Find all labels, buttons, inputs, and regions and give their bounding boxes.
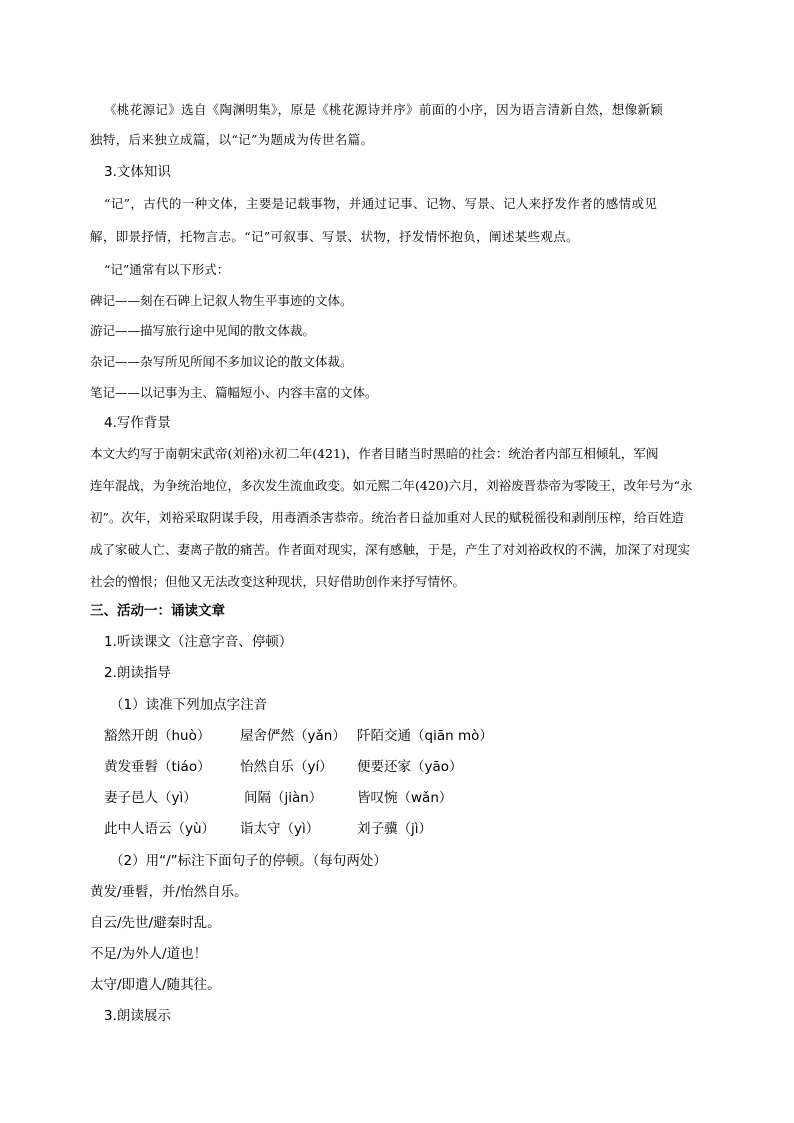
pinyin-cell: 豁然开朗（huò）: [104, 728, 211, 744]
pinyin-cell: 便要还家（yāo）: [357, 759, 463, 775]
background-line-4: 成了家破人亡、妻离子散的痛苦。作者面对现实，深有感触，于是，产生了对刘裕政权的不满，加深了对现实: [90, 542, 691, 557]
forms-intro: “记”通常有以下形式：: [104, 262, 230, 277]
activity-heading: 三、活动一：诵读文章: [90, 603, 225, 619]
pinyin-cell: 刘子骥（jì）: [357, 821, 433, 837]
pinyin-subheading: （1）读准下列加点字注音: [110, 697, 268, 713]
pinyin-cell: 妻子邑人（yì）: [104, 790, 197, 806]
form-item-travel: 游记——描写旅行途中见闻的散文体裁。: [90, 323, 316, 338]
pinyin-cell: 诣太守（yì）: [240, 821, 320, 837]
activity-item-3: 3.朗读展示: [104, 1008, 171, 1024]
section-4-heading: 4.写作背景: [104, 415, 171, 431]
pinyin-cell: 屋舍俨然（yǎn）: [240, 728, 346, 744]
background-line-3: 初”。次年，刘裕采取阴谋手段，用毒酒杀害恭帝。统治者日益加重对人民的赋税徭役和剥削压榨，给百姓造: [90, 510, 684, 525]
pause-sentence: 不足/为外人/道也！: [90, 946, 208, 962]
pause-sentence: 太守/即遣人/随其往。: [90, 977, 221, 993]
background-line-1: 本文大约写于南朝宋武帝(刘裕)永初二年(421)，作者目睹当时黑暗的社会：统治者内部互相倾轧，军阀: [90, 446, 659, 461]
pinyin-cell: 皆叹惋（wǎn）: [357, 790, 453, 806]
pause-sentence: 黄发/垂髫，并/怡然自乐。: [90, 884, 248, 900]
pause-subheading: （2）用“/”标注下面句子的停顿。（每句两处）: [110, 853, 387, 869]
intro-line-2: 独特，后来独立成篇，以“记”为题成为传世名篇。: [90, 132, 374, 147]
genre-paragraph-line-2: 解，即景抒情，托物言志。“记”可叙事、写景、状物，抒发情怀抱负，阐述某些观点。: [90, 229, 579, 244]
pinyin-cell: 阡陌交通（qiān mò）: [357, 728, 493, 744]
background-line-5: 社会的憎恨；但他又无法改变这种现状，只好借助创作来抒写情怀。: [90, 574, 466, 589]
pinyin-cell: 怡然自乐（yí）: [240, 759, 333, 775]
background-line-2: 连年混战，为争统治地位，多次发生流血政变。如元熙二年(420)六月，刘裕废晋恭帝为零陵王，改年号为“永: [90, 478, 693, 493]
activity-item-1: 1.听读课文（注意字音、停顿）: [104, 634, 293, 650]
genre-paragraph-line-1: “记”，古代的一种文体，主要是记载事物，并通过记事、记物、写景、记人来抒发作者的感情或见: [104, 196, 658, 211]
pinyin-cell: 黄发垂髫（tiáo）: [104, 759, 211, 775]
pinyin-cell: 此中人语云（yù）: [104, 821, 216, 837]
activity-item-2: 2.朗读指导: [104, 665, 171, 681]
form-item-notes: 笔记——以记事为主、篇幅短小、内容丰富的文体。: [90, 385, 378, 400]
pause-sentence: 自云/先世/避秦时乱。: [90, 915, 221, 931]
form-item-stele: 碑记——刻在石碑上记叙人物生平事迹的文体。: [90, 293, 353, 308]
form-item-miscellaneous: 杂记——杂写所见所闻不多加议论的散文体裁。: [90, 354, 353, 369]
section-3-heading: 3.文体知识: [104, 164, 171, 180]
pinyin-cell: 间隔（jiàn）: [244, 790, 323, 806]
intro-line-1: 《桃花源记》选自《陶渊明集》，原是《桃花源诗并序》前面的小序，因为语言清新自然，想像新颖: [104, 102, 664, 117]
